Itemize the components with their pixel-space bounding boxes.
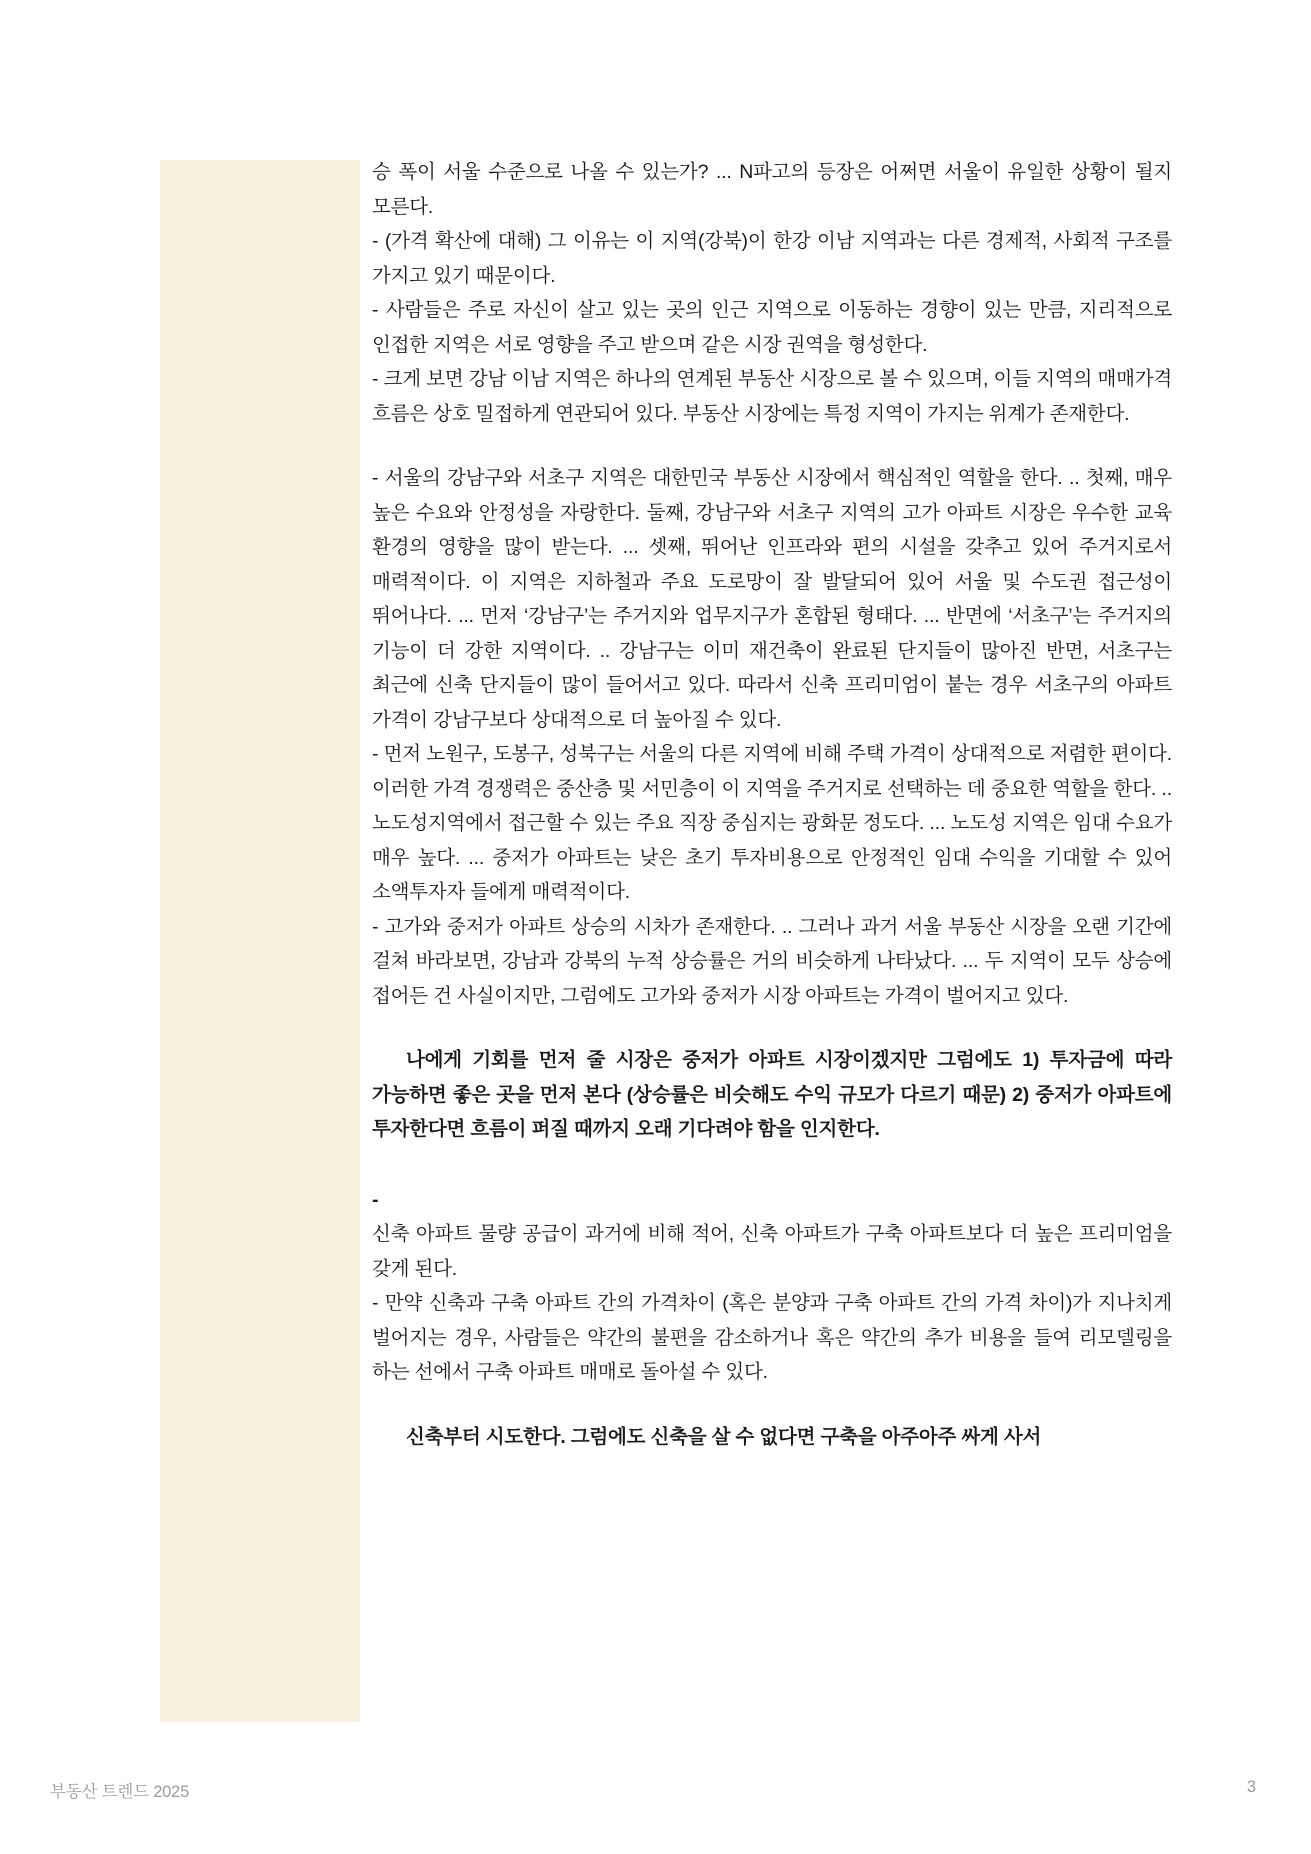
paragraph-spacer: [372, 1013, 1172, 1043]
page-footer: [0, 1778, 1311, 1802]
decorative-side-band: [160, 160, 360, 1722]
paragraph: - 서울의 강남구와 서초구 지역은 대한민국 부동산 시장에서 핵심적인 역할을 한다. .. 첫째, 매우 높은 수요와 안정성을 자랑한다. 둘째, 강남구와 서초구 지역의 고가 아파트 시장은 우수한 교육 환경의 영향을 많이 받는다. ... 셋째, 뛰어난 인프라와 편의 시설을 갖추고 있어 주거지로서 매력적이다. 이 지역은 지하철과 주요 도로망이 잘 발달되어 있어 서울 및 수도권 접근성이 뛰어나다. ... 먼저 ‘강남구’는 주거지와 업무지구가 혼합된 형태다. ... 반면에 ‘서초구’는 주거지의 기능이 더 강한 지역이다. .. 강남구는 이미 재건축이 완료된 단지들이 많아진 반면, 서초구는 최근에 신축 단지들이 많이 들어서고 있다. 따라서 신축 프리미엄이 붙는 경우 서초구의 아파트 가격이 강남구보다 상대적으로 더 높아질 수 있다.: [372, 467, 1172, 731]
paragraph: - (가격 확산에 대해) 그 이유는 이 지역(강북)이 한강 이남 지역과는 다른 경제적, 사회적 구조를 가지고 있기 때문이다.: [372, 230, 1172, 287]
paragraph: 신축 아파트 물량 공급이 과거에 비해 적어, 신축 아파트가 구축 아파트보다 더 높은 프리미엄을 갖게 된다.: [372, 1223, 1172, 1280]
dash-marker: -: [372, 1188, 379, 1211]
highlight-paragraph: 나에게 기회를 먼저 줄 시장은 중저가 아파트 시장이겠지만 그럼에도 1) 투자금에 따라 가능하면 좋은 곳을 먼저 본다 (상승률은 비슷해도 수익 규모가 다르기 때문) 2) 중저가 아파트에 투자한다면 흐름이 퍼질 때까지 오래 기다려야 함을 인지한다.: [372, 1049, 1172, 1140]
paragraph-spacer: [372, 1390, 1172, 1420]
paragraph-spacer: [372, 1147, 1172, 1183]
paragraph: - 먼저 노원구, 도봉구, 성북구는 서울의 다른 지역에 비해 주택 가격이 상대적으로 저렴한 편이다. 이러한 가격 경쟁력은 중산층 및 서민층이 이 지역을 주거지로 선택하는 데 중요한 역할을 한다. .. 노도성지역에서 접근할 수 있는 주요 직장 중심지는 광화문 정도다. ... 노도성 지역은 임대 수요가 매우 높다. ... 중저가 아파트는 낮은 초기 투자비용으로 안정적인 임대 수익을 기대할 수 있어 소액투자자 들에게 매력적이다.: [372, 743, 1172, 903]
paragraph: 승 폭이 서울 수준으로 나올 수 있는가? ... N파고의 등장은 어쩌면 서울이 유일한 상황이 될지 모른다.: [372, 161, 1172, 218]
paragraph: - 만약 신축과 구축 아파트 간의 가격차이 (혹은 분양과 구축 아파트 간의 가격 차이)가 지나치게 벌어지는 경우, 사람들은 약간의 불편을 감소하거나 혹은 약간의 추가 비용을 들여 리모델링을 하는 선에서 구축 아파트 매매로 돌아설 수 있다.: [372, 1292, 1172, 1383]
paragraph-spacer: [372, 431, 1172, 461]
paragraph: - 고가와 중저가 아파트 상승의 시차가 존재한다. .. 그러나 과거 서울 부동산 시장을 오랜 기간에 걸쳐 바라보면, 강남과 강북의 누적 상승률은 거의 비슷하게 나타났다. ... 두 지역이 모두 상승에 접어든 건 사실이지만, 그럼에도 고가와 중저가 시장 아파트는 가격이 벌어지고 있다.: [372, 915, 1172, 1007]
highlight-paragraph: 신축부터 시도한다. 그럼에도 신축을 살 수 없다면 구축을 아주아주 싸게 사서: [406, 1425, 1042, 1448]
footer-page-number: 3: [1246, 1778, 1256, 1796]
paragraph: - 크게 보면 강남 이남 지역은 하나의 연계된 부동산 시장으로 볼 수 있으며, 이들 지역의 매매가격 흐름은 상호 밀접하게 연관되어 있다. 부동산 시장에는 특정 지역이 가지는 위계가 존재한다.: [372, 368, 1172, 425]
paragraph: - 사람들은 주로 자신이 살고 있는 곳의 인근 지역으로 이동하는 경향이 있는 만큼, 지리적으로 인접한 지역은 서로 영향을 주고 받으며 같은 시장 권역을 형성한다.: [372, 299, 1172, 356]
footer-document-title: 부동산 트렌드 2025: [50, 1783, 190, 1801]
document-body: [372, 155, 1172, 1454]
